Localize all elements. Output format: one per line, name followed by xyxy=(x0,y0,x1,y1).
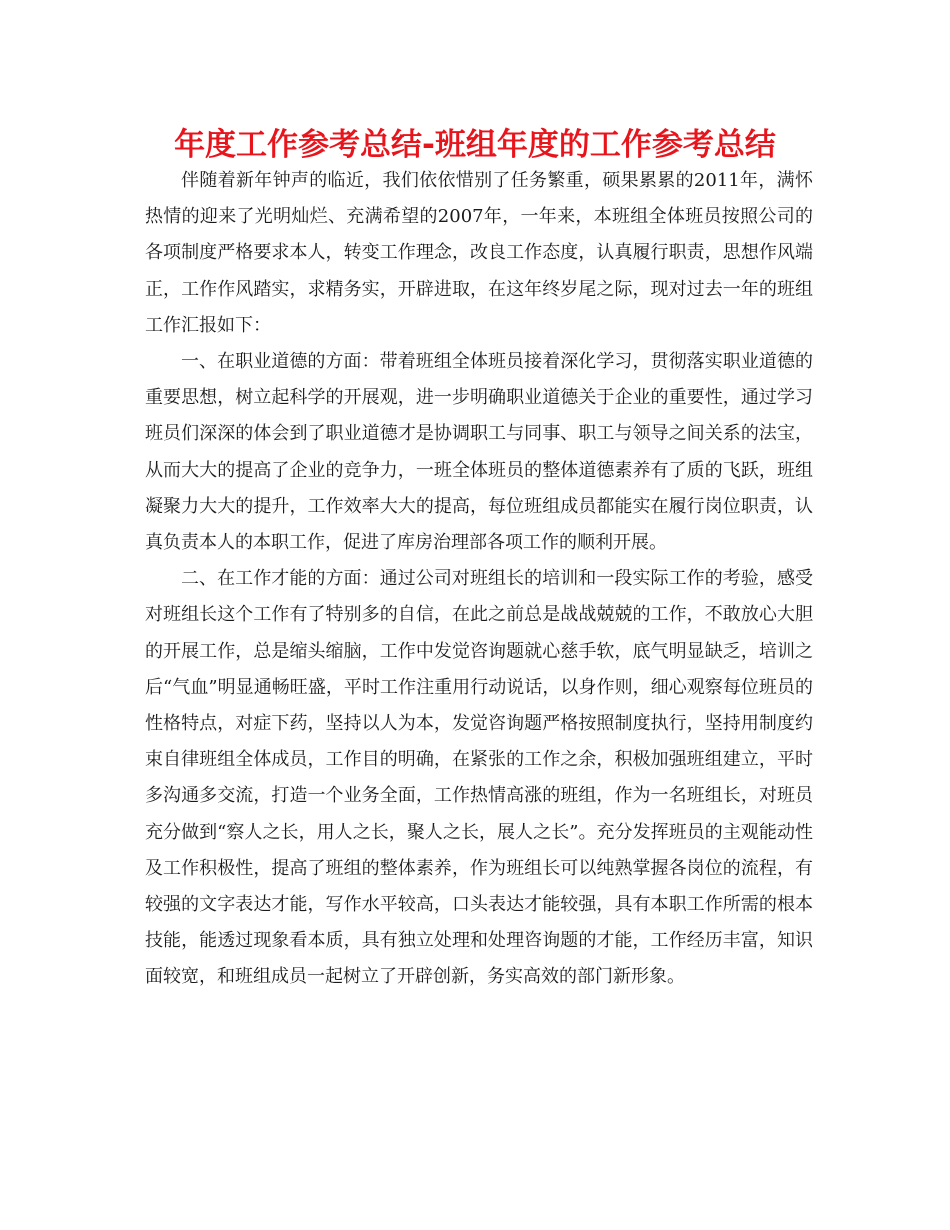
paragraph-professional-ethics: 一、在职业道德的方面：带着班组全体班员接着深化学习，贯彻落实职业道德的重要思想，树立起科学的开展观，进一步明确职业道德关于企业的重要性，通过学习班员们深深的体会到了职业道德才是协调职工与同事、职工与领导之间关系的法宝，从而大大的提高了企业的竞争力，一班全体班员的整体道德素养有了质的飞跃，班组凝聚力大大的提升，工作效率大大的提高，每位班组成员都能实在履行岗位职责，认真负责本人的本职工作，促进了库房治理部各项工作的顺利开展。 xyxy=(145,351,813,554)
document-title: 年度工作参考总结-班组年度的工作参考总结 xyxy=(174,127,776,163)
paragraph-work-ability: 二、在工作才能的方面：通过公司对班组长的培训和一段实际工作的考验，感受对班组长这个工作有了特别多的自信，在此之前总是战战兢兢的工作，不敢放心大胆的开展工作，总是缩头缩脑，工作中发觉咨询题就心慈手软，底气明显缺乏，培训之后“气血”明显通畅旺盛，平时工作注重用行动说话，以身作则，细心观察每位班员的性格特点，对症下药，坚持以人为本，发觉咨询题严格按照制度执行，坚持用制度约束自律班组全体成员，工作目的明确，在紧张的工作之余，积极加强班组建立，平时多沟通多交流，打造一个业务全面，工作热情高涨的班组，作为一名班组长，对班员充分做到“察人之长，用人之长，聚人之长，展人之长”。充分发挥班员的主观能动性及工作积极性，提高了班组的整体素养，作为班组长可以纯熟掌握各岗位的流程，有较强的文字表达才能，写作水平较高，口头表达才能较强，具有本职工作所需的根本技能，能透过现象看本质，具有独立处理和处理咨询题的才能，工作经历丰富，知识面较宽，和班组成员一起树立了开辟创新，务实高效的部门新形象。 xyxy=(145,568,813,988)
paragraph-intro: 伴随着新年钟声的临近，我们依依惜别了任务繁重，硕果累累的2011年，满怀热情的迎来了光明灿烂、充满希望的2007年，一年来，本班组全体班员按照公司的各项制度严格要求本人，转变工作理念，改良工作态度，认真履行职责，思想作风端正，工作作风踏实，求精务实，开辟进取，在这年终岁尾之际，现对过去一年的班组工作汇报如下： xyxy=(145,170,813,336)
document-body xyxy=(145,163,813,996)
